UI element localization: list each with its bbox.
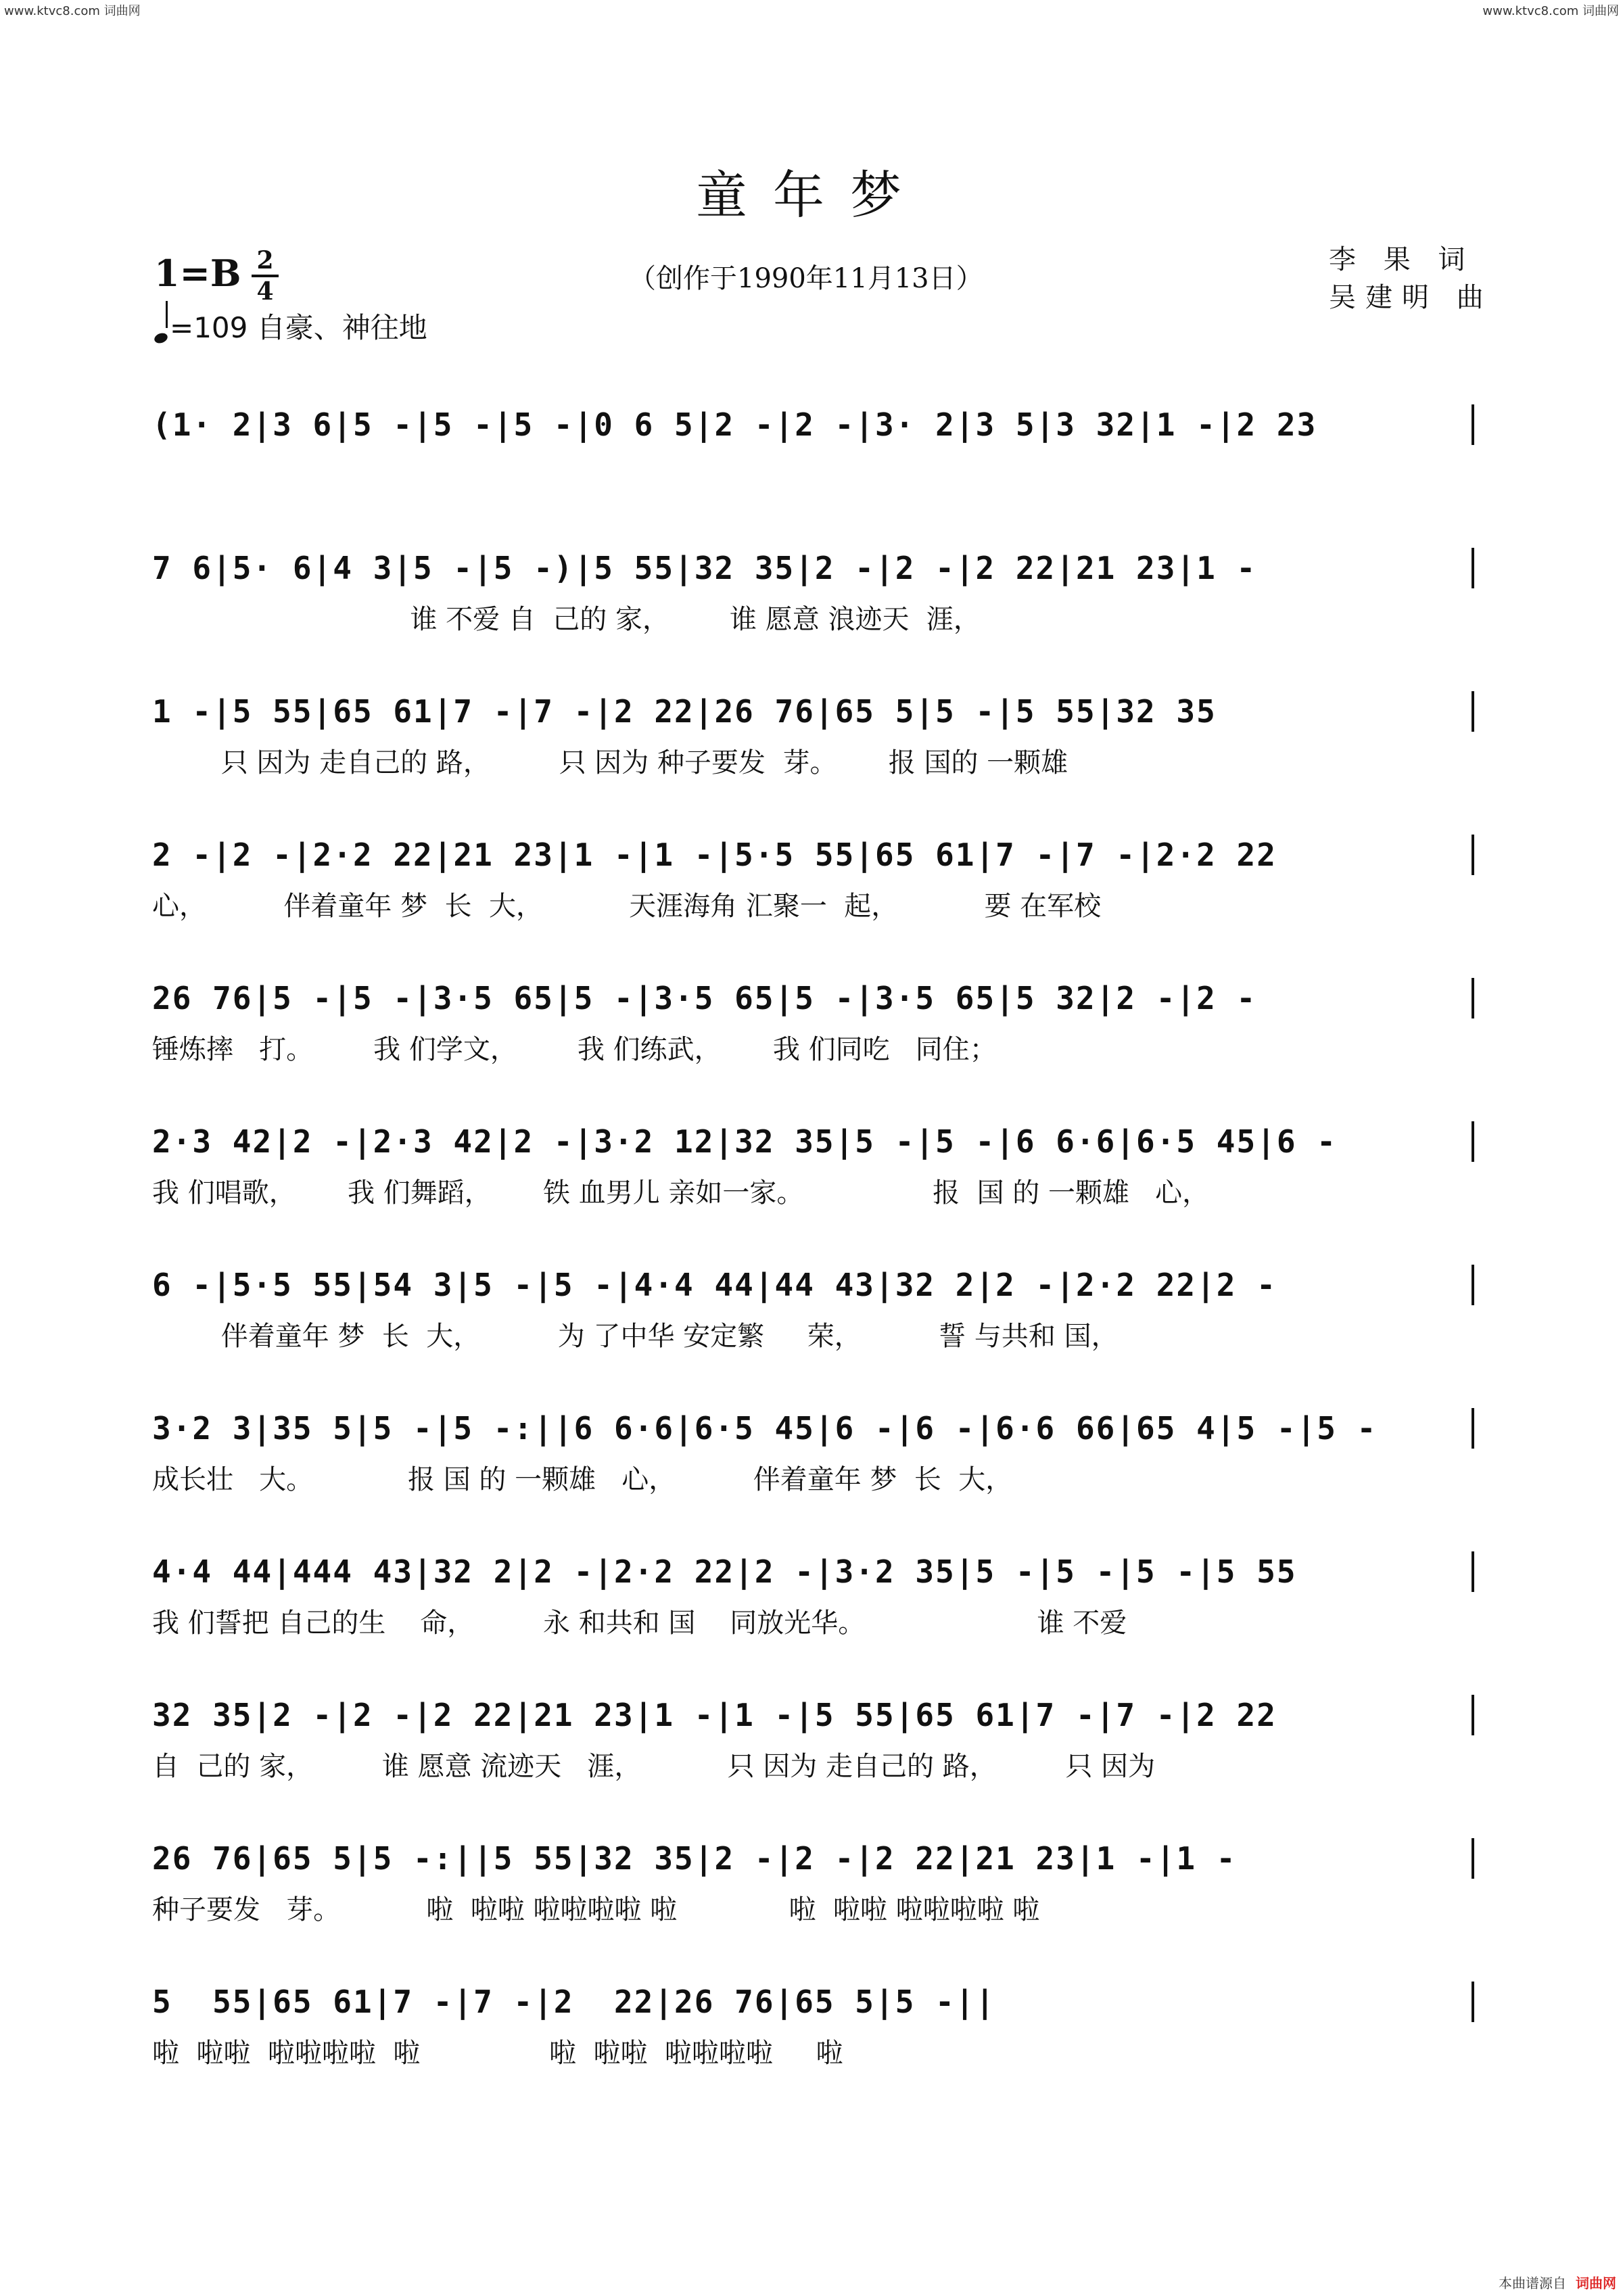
staff-line bbox=[152, 835, 1474, 925]
song-title: 童年梦 bbox=[696, 165, 927, 225]
lyrics-line: 种子要发 芽。 啦 啦啦 啦啦啦啦 啦 啦 啦啦 啦啦啦啦 啦 bbox=[152, 1894, 1040, 1925]
time-signature bbox=[252, 248, 279, 304]
staff-line bbox=[152, 1121, 1474, 1212]
quarter-note-stem bbox=[166, 301, 168, 328]
notation-line: 6 -|5·5 55|54 3|5 -|5 -|4·4 44|44 43|32 2|2 -|2·2 22|2 - bbox=[152, 1267, 1277, 1303]
lyrics-line: 成长壮 大。 报 国 的 一颗雄 心， 伴着童年 梦 长 大， bbox=[152, 1464, 1013, 1495]
lyrics-line: 锤炼摔 打。 我 们学文， 我 们练武， 我 们同吃 同住； bbox=[152, 1034, 997, 1065]
barline bbox=[1472, 1551, 1474, 1592]
lyrics-line: 只 因为 走自己的 路， 只 因为 种子要发 芽。 报 国的 一颗雄 bbox=[152, 747, 1068, 778]
lyrics-line: 我 们唱歌， 我 们舞蹈， 铁 血男儿 亲如一家。 报 国 的 一颗雄 心， bbox=[152, 1177, 1210, 1209]
lyrics-line: 谁 不爱 自 己的 家， 谁 愿意 浪迹天 涯， bbox=[152, 604, 981, 635]
notation-line: 3·2 3|35 5|5 -|5 -:||6 6·6|6·5 45|6 -|6 -|6·6 66|65 4|5 -|5 - bbox=[152, 1410, 1378, 1447]
notation-line: (1· 2|3 6|5 -|5 -|5 -|0 6 5|2 -|2 -|3· 2|3 5|3 32|1 -|2 23 bbox=[152, 406, 1317, 443]
staff-line bbox=[152, 691, 1474, 782]
composer-credit: 吴建明 曲 bbox=[1329, 282, 1493, 313]
staff-line bbox=[152, 1408, 1474, 1499]
notation-line: 5 55|65 61|7 -|7 -|2 22|26 76|65 5|5 -|| bbox=[152, 1984, 996, 2020]
barline bbox=[1472, 1838, 1474, 1879]
barline bbox=[1472, 978, 1474, 1018]
staff-line bbox=[152, 404, 1474, 495]
barline bbox=[1472, 1695, 1474, 1735]
notation-line: 26 76|65 5|5 -:||5 55|32 35|2 -|2 -|2 22|21 23|1 -|1 - bbox=[152, 1840, 1237, 1877]
barline bbox=[1472, 835, 1474, 875]
tempo-marking bbox=[154, 306, 427, 346]
lyrics-line: 我 们誓把 自己的生 命， 永 和共和 国 同放光华。 谁 不爱 bbox=[152, 1608, 1127, 1639]
barline bbox=[1472, 1408, 1474, 1449]
footer-source: 本曲谱源自 bbox=[1499, 2275, 1566, 2291]
quarter-note-icon bbox=[153, 331, 169, 345]
notation-line: 1 -|5 55|65 61|7 -|7 -|2 22|26 76|65 5|5 -|5 55|32 35 bbox=[152, 693, 1217, 730]
time-signature-bottom: 4 bbox=[256, 277, 274, 306]
barline bbox=[1472, 404, 1474, 445]
staff-line bbox=[152, 978, 1474, 1069]
barline bbox=[1472, 1121, 1474, 1162]
footer-brand: 词曲网 bbox=[1576, 2275, 1616, 2291]
lyrics-line bbox=[152, 457, 1474, 495]
lyrics-line: 心， 伴着童年 梦 长 大， 天涯海角 汇聚一 起， 要 在军校 bbox=[152, 891, 1102, 922]
notation-line: 4·4 44|444 43|32 2|2 -|2·2 22|2 -|3·2 35|5 -|5 -|5 -|5 55 bbox=[152, 1553, 1297, 1590]
composition-date: （创作于1990年11月13日） bbox=[629, 263, 983, 294]
staff-line bbox=[152, 1551, 1474, 1642]
notation-line: 2 -|2 -|2·2 22|21 23|1 -|1 -|5·5 55|65 61|7 -|7 -|2·2 22 bbox=[152, 837, 1277, 873]
tempo-text: =109 自豪、神往地 bbox=[170, 311, 427, 344]
notation-line: 7 6|5· 6|4 3|5 -|5 -)|5 55|32 35|2 -|2 -|2 22|21 23|1 - bbox=[152, 550, 1257, 586]
lyricist-credit: 李 果 词 bbox=[1329, 244, 1475, 275]
time-signature-top: 2 bbox=[256, 246, 274, 275]
barline bbox=[1472, 1265, 1474, 1305]
notation-line: 26 76|5 -|5 -|3·5 65|5 -|3·5 65|5 -|3·5 65|5 32|2 -|2 - bbox=[152, 980, 1257, 1016]
notation-line: 32 35|2 -|2 -|2 22|21 23|1 -|1 -|5 55|65 61|7 -|7 -|2 22 bbox=[152, 1697, 1277, 1733]
notation-line: 2·3 42|2 -|2·3 42|2 -|3·2 12|32 35|5 -|5 -|6 6·6|6·5 45|6 - bbox=[152, 1123, 1337, 1160]
watermark-right: www.ktvc8.com 词曲网 bbox=[1482, 4, 1619, 18]
lyrics-line: 啦 啦啦 啦啦啦啦 啦 啦 啦啦 啦啦啦啦 啦 bbox=[152, 2038, 843, 2069]
key-signature: 1=B bbox=[154, 252, 241, 295]
barline bbox=[1472, 548, 1474, 588]
barline bbox=[1472, 1982, 1474, 2022]
footer bbox=[1499, 2272, 1616, 2292]
staff-line bbox=[152, 548, 1474, 638]
lyrics-line: 伴着童年 梦 长 大， 为 了中华 安定繁 荣， 誓 与共和 国， bbox=[152, 1321, 1119, 1352]
barline bbox=[1472, 691, 1474, 732]
staff-line bbox=[152, 1695, 1474, 1785]
staff-line bbox=[152, 1982, 1474, 2072]
credits bbox=[1329, 241, 1493, 317]
lyrics-line: 自 己的 家， 谁 愿意 流迹天 涯， 只 因为 走自己的 路， 只 因为 bbox=[152, 1751, 1156, 1782]
watermark-left: www.ktvc8.com 词曲网 bbox=[4, 4, 141, 18]
staff-line bbox=[152, 1838, 1474, 1929]
staff-line bbox=[152, 1265, 1474, 1355]
